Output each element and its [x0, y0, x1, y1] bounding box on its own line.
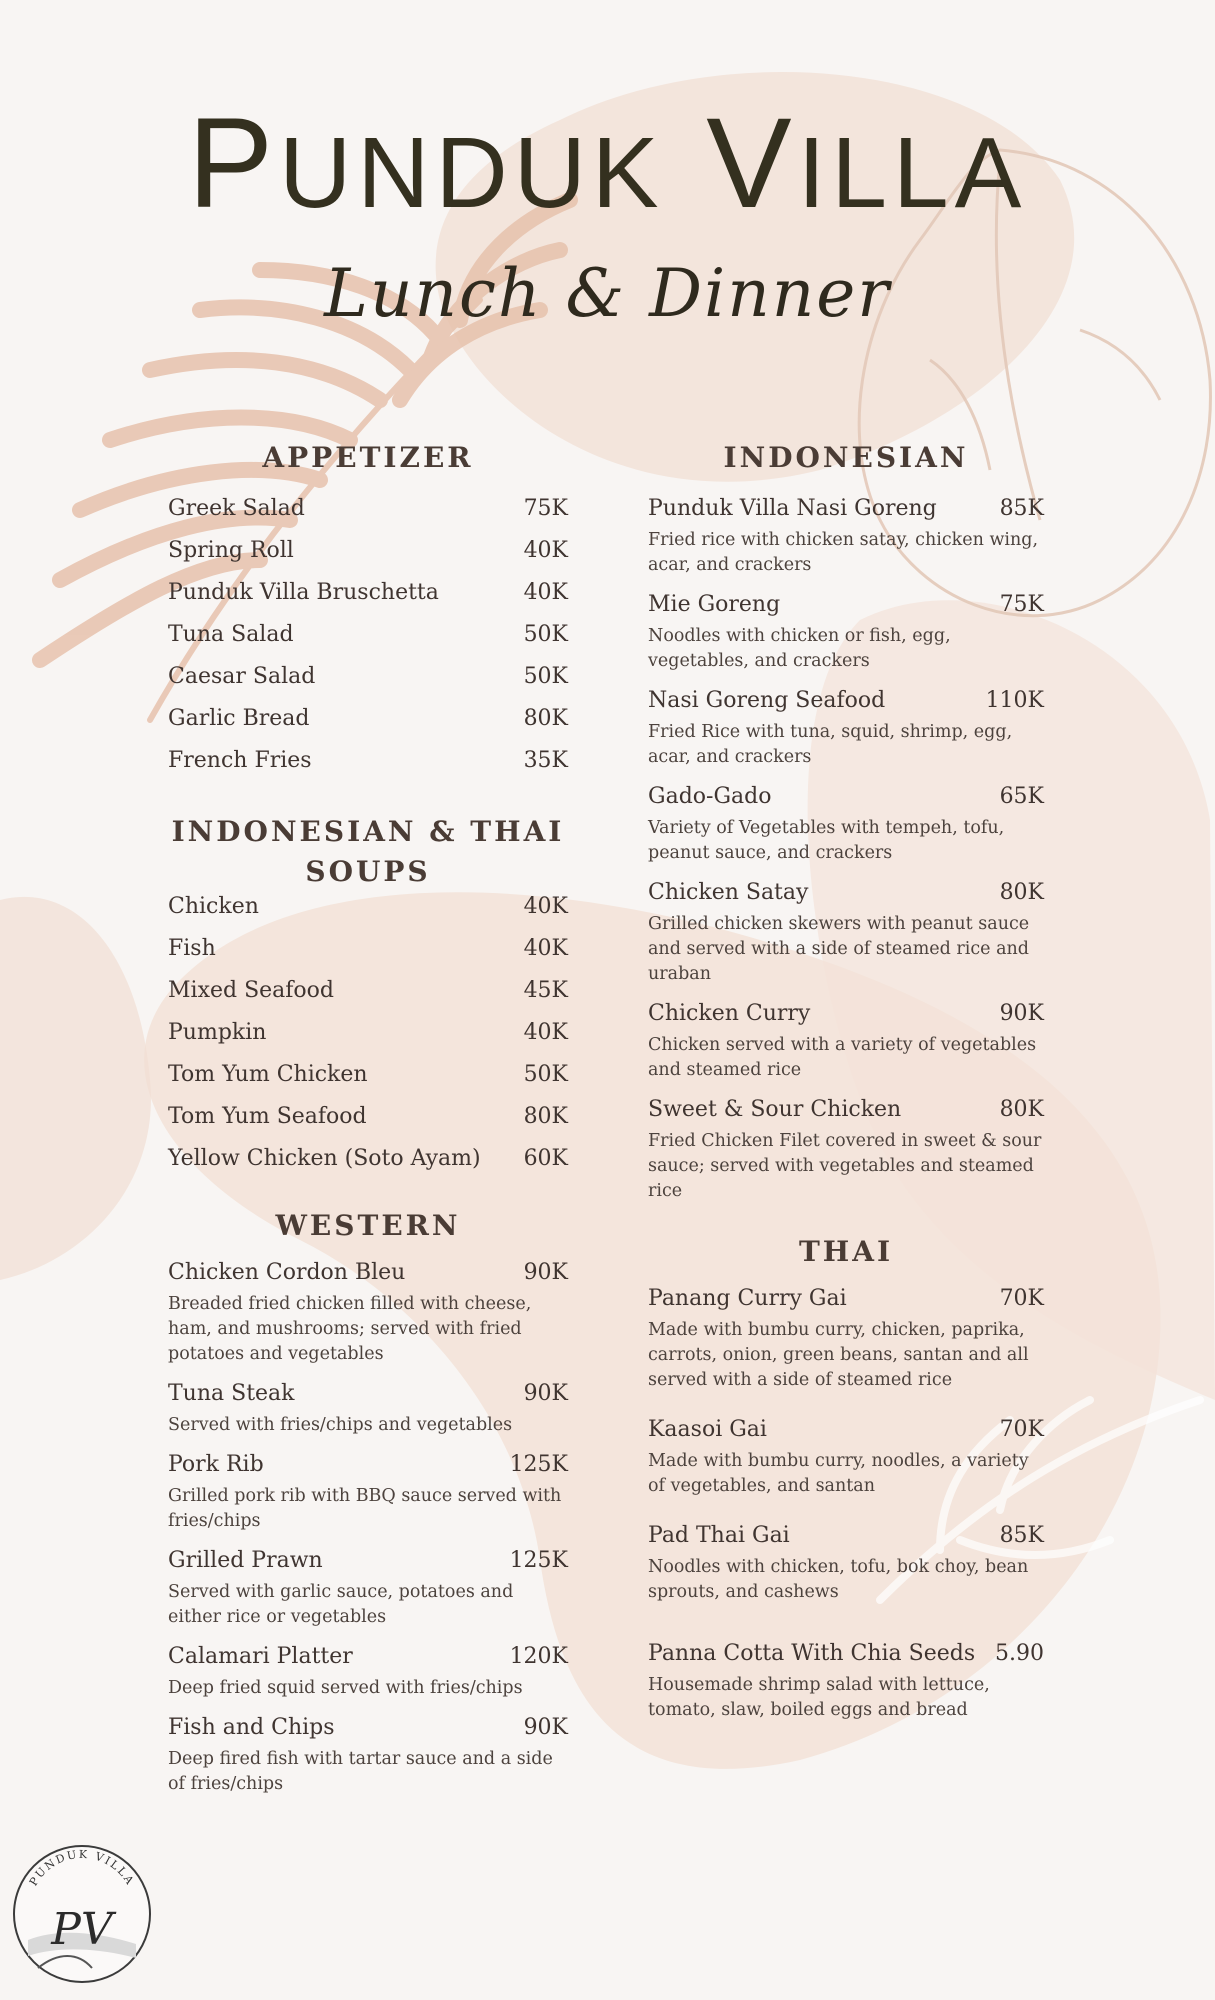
item-name: Tuna Salad — [168, 622, 294, 647]
item-description: Grilled pork rib with BBQ sauce served with fries/chips — [168, 1486, 562, 1531]
item-name: Tom Yum Chicken — [168, 1062, 368, 1087]
item-name: Panang Curry Gai — [648, 1286, 847, 1311]
item-description: Made with bumbu curry, noodles, a variety of vegetables, and santan — [648, 1451, 1029, 1496]
item-description: Served with fries/chips and vegetables — [168, 1415, 513, 1435]
list-item — [648, 1523, 1044, 1605]
item-name: Tom Yum Seafood — [168, 1104, 367, 1129]
indonesian-list — [648, 496, 1044, 1204]
item-name: Fish and Chips — [168, 1715, 335, 1740]
item-price: 60K — [523, 1146, 568, 1171]
indonesian-heading: INDONESIAN — [723, 441, 969, 474]
item-price: 85K — [999, 496, 1044, 521]
punduk-villa-logo — [8, 1840, 156, 1988]
item-price: 50K — [523, 622, 568, 647]
blush-shape-left — [0, 897, 151, 1280]
item-description: Deep fired fish with tartar sauce and a side of fries/chips — [168, 1749, 553, 1794]
list-item — [168, 706, 568, 748]
list-item — [168, 1020, 568, 1062]
western-heading: WESTERN — [275, 1209, 461, 1242]
list-item — [168, 622, 568, 664]
item-name: Sweet & Sour Chicken — [648, 1097, 902, 1122]
item-name: Pumpkin — [168, 1020, 267, 1045]
item-name: Spring Roll — [168, 538, 294, 563]
item-price: 50K — [523, 1062, 568, 1087]
item-description: Noodles with chicken or fish, egg, vegetables, and crackers — [648, 626, 951, 671]
item-name: Chicken — [168, 894, 259, 919]
item-price: 75K — [523, 496, 568, 521]
restaurant-title — [0, 92, 1215, 235]
item-price: 110K — [985, 688, 1044, 713]
item-name: Fish — [168, 936, 216, 961]
item-name: Pad Thai Gai — [648, 1523, 790, 1548]
item-name: Chicken Cordon Bleu — [168, 1260, 406, 1285]
list-item — [168, 978, 568, 1020]
soups-heading-line2: SOUPS — [305, 855, 431, 888]
list-item — [168, 936, 568, 978]
item-price: 120K — [509, 1644, 568, 1669]
item-price: 50K — [523, 664, 568, 689]
list-item — [648, 688, 1044, 770]
right-column — [648, 438, 1044, 1737]
item-description: Fried rice with chicken satay, chicken wing, acar, and crackers — [648, 530, 1039, 575]
title-initial-p: P — [187, 92, 280, 235]
item-price: 40K — [523, 580, 568, 605]
list-item — [648, 1001, 1044, 1083]
item-price: 125K — [509, 1452, 568, 1477]
item-name: Mie Goreng — [648, 592, 781, 617]
list-item — [168, 664, 568, 706]
item-name: Mixed Seafood — [168, 978, 334, 1003]
list-item — [168, 1548, 568, 1630]
svg-text:PUNDUK VILLA: PUNDUK VILLA — [26, 1847, 138, 1889]
item-price: 70K — [999, 1286, 1044, 1311]
item-price: 80K — [999, 1097, 1044, 1122]
western-list — [168, 1260, 568, 1797]
item-name: Kaasoi Gai — [648, 1417, 767, 1442]
list-item — [168, 1260, 568, 1367]
item-price: 5.90 — [995, 1641, 1044, 1666]
item-price: 90K — [523, 1715, 568, 1740]
list-item — [168, 1381, 568, 1438]
list-item — [168, 1452, 568, 1534]
item-name: French Fries — [168, 748, 312, 773]
list-item — [168, 1715, 568, 1797]
item-description: Housemade shrimp salad with lettuce, tomato, slaw, boiled eggs and bread — [648, 1675, 990, 1720]
item-price: 40K — [523, 936, 568, 961]
item-name: Chicken Curry — [648, 1001, 811, 1026]
item-description: Fried Chicken Filet covered in sweet & sour sauce; served with vegetables and steamed rice — [648, 1131, 1042, 1201]
appetizer-heading: APPETIZER — [262, 441, 474, 474]
item-price: 90K — [523, 1260, 568, 1285]
list-item — [648, 1417, 1044, 1499]
item-price: 90K — [523, 1381, 568, 1406]
item-description: Deep fried squid served with fries/chips — [168, 1678, 523, 1698]
title-rest-illa: ILLA — [797, 117, 1028, 229]
list-item — [168, 538, 568, 580]
item-price: 65K — [999, 784, 1044, 809]
item-description: Breaded fried chicken filled with cheese, ham, and mushrooms; served with fried potatoes and vegetables — [168, 1294, 532, 1364]
item-price: 75K — [999, 592, 1044, 617]
item-name: Chicken Satay — [648, 880, 809, 905]
item-price: 85K — [999, 1523, 1044, 1548]
item-price: 70K — [999, 1417, 1044, 1442]
item-price: 80K — [523, 1104, 568, 1129]
title-initial-v: V — [706, 92, 798, 235]
svg-text:PV: PV — [51, 1904, 113, 1955]
left-column — [168, 438, 568, 1811]
list-item — [648, 880, 1044, 987]
list-item — [168, 496, 568, 538]
item-price: 90K — [999, 1001, 1044, 1026]
item-price: 40K — [523, 1020, 568, 1045]
soups-heading — [168, 812, 568, 892]
list-item — [168, 1146, 568, 1188]
item-name: Greek Salad — [168, 496, 305, 521]
item-price: 80K — [999, 880, 1044, 905]
item-name: Calamari Platter — [168, 1644, 353, 1669]
list-item — [648, 592, 1044, 674]
item-name: Garlic Bread — [168, 706, 310, 731]
item-description: Grilled chicken skewers with peanut sauce and served with a side of steamed rice and uraban — [648, 914, 1030, 984]
item-name: Gado-Gado — [648, 784, 772, 809]
item-price: 80K — [523, 706, 568, 731]
list-item — [168, 1104, 568, 1146]
item-description: Served with garlic sauce, potatoes and either rice or vegetables — [168, 1582, 514, 1627]
item-name: Punduk Villa Nasi Goreng — [648, 496, 937, 521]
item-description: Fried Rice with tuna, squid, shrimp, egg, acar, and crackers — [648, 722, 1013, 767]
item-description: Made with bumbu curry, chicken, paprika, carrots, onion, green beans, santan and all served with a side of steamed rice — [648, 1320, 1029, 1390]
item-price: 125K — [509, 1548, 568, 1573]
menu-subtitle: Lunch & Dinner — [324, 255, 891, 332]
item-price: 45K — [523, 978, 568, 1003]
list-item — [648, 1286, 1044, 1393]
item-price: 40K — [523, 538, 568, 563]
list-item — [168, 748, 568, 790]
item-name: Grilled Prawn — [168, 1548, 323, 1573]
item-name: Yellow Chicken (Soto Ayam) — [168, 1146, 481, 1171]
item-description: Variety of Vegetables with tempeh, tofu, peanut sauce, and crackers — [648, 818, 1005, 863]
thai-list — [648, 1286, 1044, 1723]
title-rest-unduk: UNDUK — [279, 117, 665, 229]
list-item — [168, 1644, 568, 1701]
appetizer-list — [168, 496, 568, 790]
item-description: Chicken served with a variety of vegetables and steamed rice — [648, 1035, 1037, 1080]
item-description: Noodles with chicken, tofu, bok choy, bean sprouts, and cashews — [648, 1557, 1029, 1602]
list-item — [168, 1062, 568, 1104]
list-item — [648, 496, 1044, 578]
list-item — [648, 784, 1044, 866]
list-item — [648, 1097, 1044, 1204]
item-price: 40K — [523, 894, 568, 919]
list-item — [168, 894, 568, 936]
thai-heading: THAI — [798, 1235, 894, 1268]
list-item — [168, 580, 568, 622]
item-name: Tuna Steak — [168, 1381, 295, 1406]
soups-list — [168, 894, 568, 1188]
soups-heading-line1: INDONESIAN & THAI — [171, 815, 565, 848]
item-name: Pork Rib — [168, 1452, 264, 1477]
item-name: Punduk Villa Bruschetta — [168, 580, 439, 605]
item-name: Panna Cotta With Chia Seeds — [648, 1641, 976, 1666]
item-name: Nasi Goreng Seafood — [648, 688, 886, 713]
list-item — [648, 1641, 1044, 1723]
item-price: 35K — [523, 748, 568, 773]
item-name: Caesar Salad — [168, 664, 316, 689]
